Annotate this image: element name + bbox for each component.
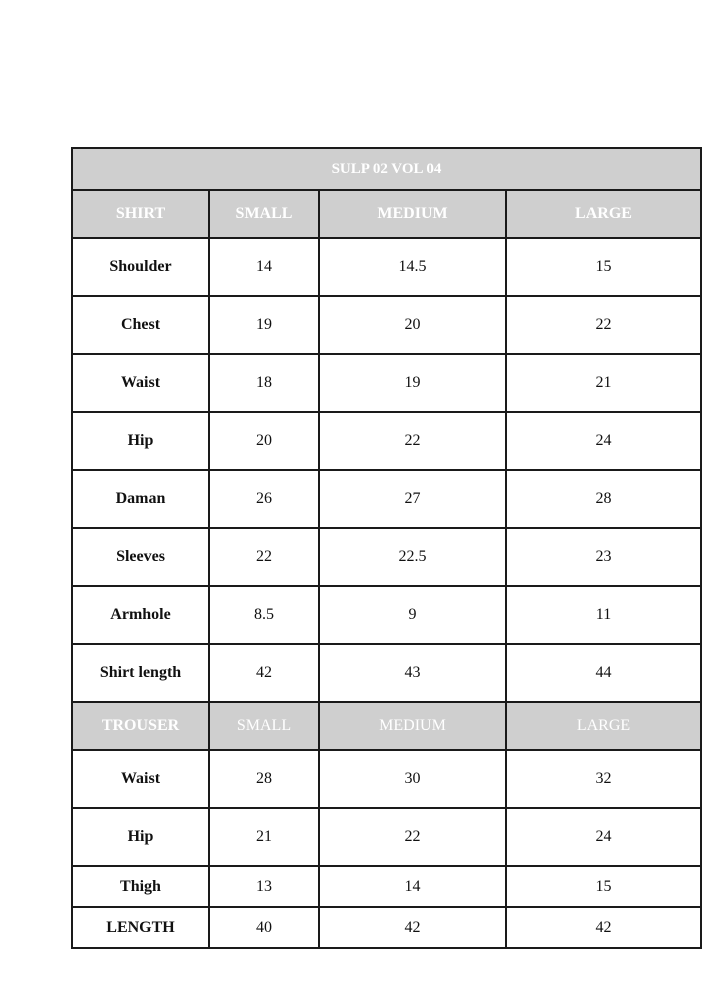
value-medium: 22 — [319, 808, 506, 866]
value-large: 24 — [506, 412, 701, 470]
value-large: 15 — [506, 866, 701, 907]
value-small: 26 — [209, 470, 319, 528]
chart-title: SULP 02 VOL 04 — [72, 148, 701, 190]
value-medium: 19 — [319, 354, 506, 412]
value-small: 22 — [209, 528, 319, 586]
value-small: 8.5 — [209, 586, 319, 644]
value-medium: 22 — [319, 412, 506, 470]
value-small: 40 — [209, 907, 319, 948]
value-large: 24 — [506, 808, 701, 866]
measure-label: Waist — [72, 354, 209, 412]
measure-label: Hip — [72, 412, 209, 470]
value-medium: 22.5 — [319, 528, 506, 586]
table-row — [72, 644, 701, 702]
measure-label: Sleeves — [72, 528, 209, 586]
trouser-header-small: SMALL — [209, 702, 319, 750]
value-medium: 30 — [319, 750, 506, 808]
table-row — [72, 354, 701, 412]
value-medium: 20 — [319, 296, 506, 354]
value-large: 22 — [506, 296, 701, 354]
measure-label: Shirt length — [72, 644, 209, 702]
value-large: 44 — [506, 644, 701, 702]
value-large: 21 — [506, 354, 701, 412]
title-row — [72, 148, 701, 190]
value-small: 14 — [209, 238, 319, 296]
value-small: 20 — [209, 412, 319, 470]
measure-label: Armhole — [72, 586, 209, 644]
measure-label: Chest — [72, 296, 209, 354]
value-large: 23 — [506, 528, 701, 586]
value-medium: 43 — [319, 644, 506, 702]
value-large: 11 — [506, 586, 701, 644]
value-medium: 27 — [319, 470, 506, 528]
table-row — [72, 296, 701, 354]
trouser-header-row — [72, 702, 701, 750]
value-small: 19 — [209, 296, 319, 354]
trouser-header-label: TROUSER — [72, 702, 209, 750]
size-chart-table — [71, 147, 702, 949]
shirt-header-row — [72, 190, 701, 238]
value-medium: 14.5 — [319, 238, 506, 296]
value-small: 18 — [209, 354, 319, 412]
measure-label: Shoulder — [72, 238, 209, 296]
measure-label: Waist — [72, 750, 209, 808]
table-row — [72, 750, 701, 808]
value-small: 28 — [209, 750, 319, 808]
measure-label: Daman — [72, 470, 209, 528]
value-large: 42 — [506, 907, 701, 948]
trouser-header-large: LARGE — [506, 702, 701, 750]
table-row — [72, 238, 701, 296]
value-medium: 14 — [319, 866, 506, 907]
shirt-header-large: LARGE — [506, 190, 701, 238]
value-large: 32 — [506, 750, 701, 808]
shirt-header-label: SHIRT — [72, 190, 209, 238]
value-medium: 42 — [319, 907, 506, 948]
value-small: 42 — [209, 644, 319, 702]
table-row — [72, 470, 701, 528]
table-row — [72, 808, 701, 866]
value-small: 21 — [209, 808, 319, 866]
value-small: 13 — [209, 866, 319, 907]
measure-label: LENGTH — [72, 907, 209, 948]
value-medium: 9 — [319, 586, 506, 644]
value-large: 15 — [506, 238, 701, 296]
table-row — [72, 866, 701, 907]
table-row — [72, 586, 701, 644]
shirt-header-medium: MEDIUM — [319, 190, 506, 238]
table-row — [72, 907, 701, 948]
table-row — [72, 528, 701, 586]
measure-label: Hip — [72, 808, 209, 866]
shirt-header-small: SMALL — [209, 190, 319, 238]
table-row — [72, 412, 701, 470]
value-large: 28 — [506, 470, 701, 528]
trouser-header-medium: MEDIUM — [319, 702, 506, 750]
measure-label: Thigh — [72, 866, 209, 907]
